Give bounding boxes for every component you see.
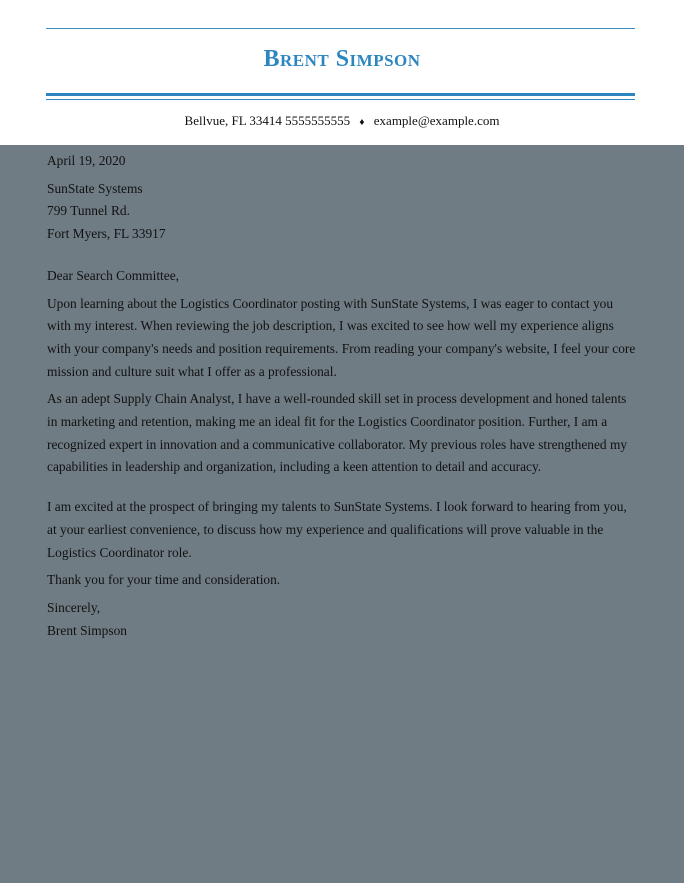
letter-body: [47, 150, 639, 642]
thin-rule: [46, 99, 635, 100]
letter-date: April 19, 2020: [47, 153, 126, 168]
contact-address: Bellvue, FL 33414: [184, 113, 282, 128]
recipient-street: 799 Tunnel Rd.: [47, 203, 130, 219]
body-paragraph: As an adept Supply Chain Analyst, I have a well-rounded skill set in process development and honed talents in marketing and retention, making me an ideal fit for the Logistics Coordinator position. Further, I am a recognized expert in innovation and a communicative collaborator. My previous roles have strengthened my capabilities in leadership and organization, including a keen attention to detail and accuracy.: [47, 391, 628, 475]
letterhead: [0, 0, 684, 145]
contact-line: [0, 113, 684, 129]
contact-email[interactable]: example@example.com: [373, 113, 500, 128]
recipient-company: SunState Systems: [47, 180, 143, 196]
signature: Brent Simpson: [47, 622, 127, 638]
salutation: Dear Search Committee,: [47, 267, 179, 283]
applicant-name: Brent Simpson: [263, 46, 421, 72]
body-paragraph: Thank you for your time and consideration.: [47, 572, 281, 588]
contact-phone: 5555555555: [285, 113, 351, 128]
diamond-separator-icon: ♦: [359, 117, 365, 128]
body-paragraph: I am excited at the prospect of bringing my talents to SunState Systems. I look forward to hearing from you, at your earliest convenience, to discuss how my experience and qualifications will prove valuable in the Logistics Coordinator role.: [47, 499, 627, 560]
body-paragraph: Upon learning about the Logistics Coordinator posting with SunState Systems, I was eager to contact you with my interest. When reviewing the job description, I was excited to see how well my experience aligns with your company's needs and position requirements. From reading your company's website, I feel your core mission and culture suit what I offer as a professional.: [47, 295, 636, 379]
recipient-city: Fort Myers, FL 33917: [47, 226, 166, 242]
closing: Sincerely,: [47, 599, 101, 615]
thick-rule: [46, 93, 635, 96]
top-rule: [46, 28, 635, 29]
